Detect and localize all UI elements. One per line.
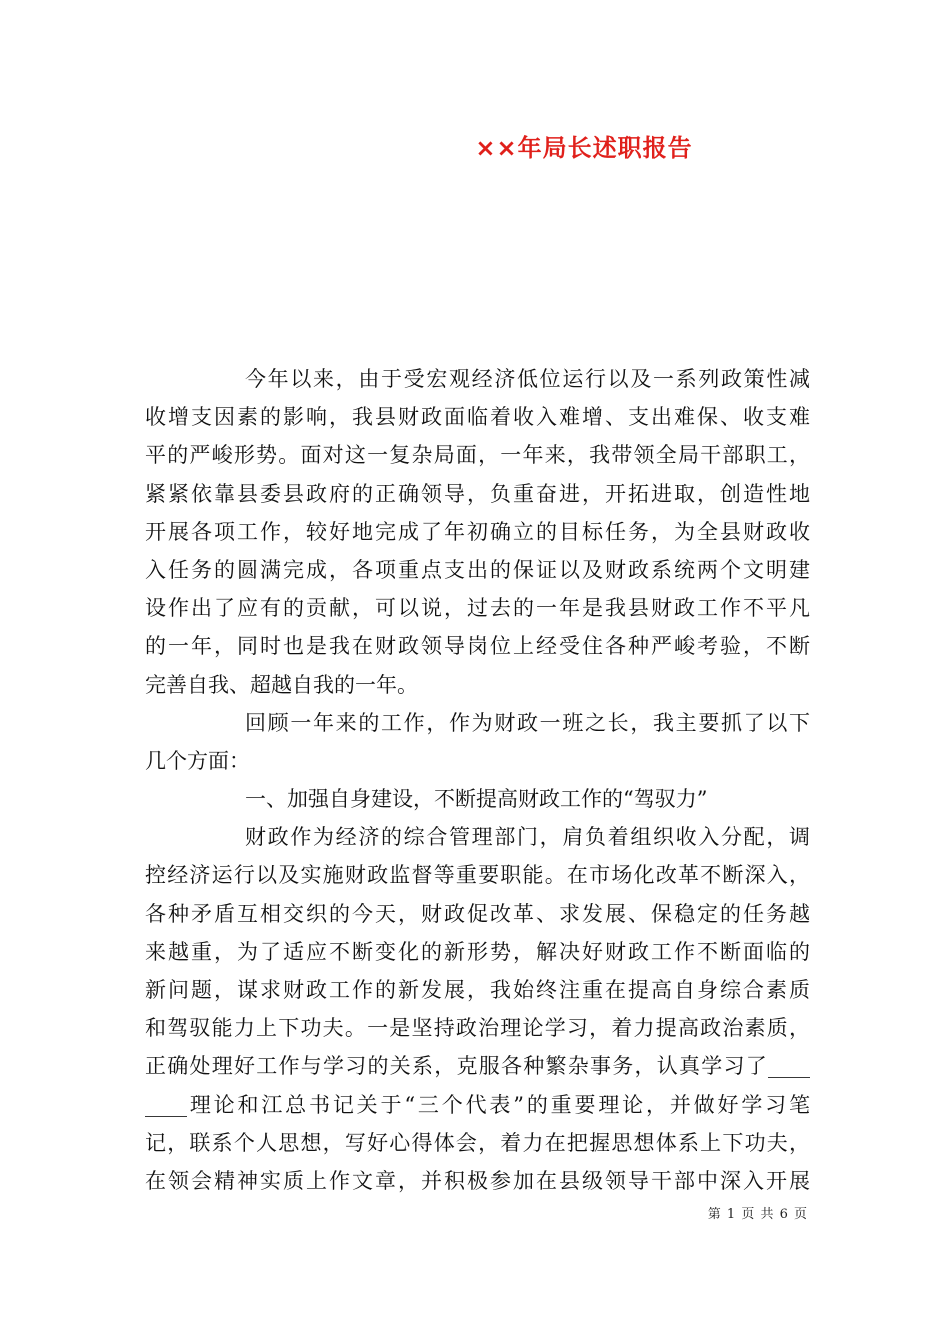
document-title: ××年局长述职报告 [475,134,693,162]
text-line: 紧紧依靠县委县政府的正确领导，负重奋进，开拓进取，创造性地 [145,481,810,506]
text-line: 回顾一年来的工作，作为财政一班之长，我主要抓了以下 [245,710,810,735]
page-number: 第 1 页 共 6 页 [707,1207,808,1222]
text-line: 各种矛盾互相交织的今天，财政促改革、求发展、保稳定的任务越 [145,901,810,926]
text-line: 来越重，为了适应不断变化的新形势，解决好财政工作不断面临的 [145,939,810,964]
text-line: 新问题，谋求财政工作的新发展，我始终注重在提高自身综合素质 [145,978,810,1002]
text-line: 几个方面： [145,748,250,773]
text-line: 和驾驭能力上下功夫。一是坚持政治理论学习，着力提高政治素质， [145,1016,810,1041]
text-line: 正确处理好工作与学习的关系，克服各种繁杂事务，认真学习了____ [145,1054,810,1079]
text-line: 控经济运行以及实施财政监督等重要职能。在市场化改革不断深入， [145,863,810,888]
text-line: 在领会精神实质上作文章，并积极参加在县级领导干部中深入开展 [145,1168,810,1193]
text-line: 今年以来，由于受宏观经济低位运行以及一系列政策性减 [245,367,810,391]
text-line: 平的严峻形势。面对这一复杂局面，一年来，我带领全局干部职工， [145,443,810,468]
text-line: 的一年，同时也是我在财政领导岗位上经受住各种严峻考验，不断 [145,634,810,659]
text-line: 完善自我、超越自我的一年。 [145,672,418,697]
section-heading: 一、加强自身建设，不断提高财政工作的“驾驭力” [245,787,708,812]
text-line: 开展各项工作，较好地完成了年初确立的目标任务，为全县财政收 [145,519,810,544]
text-line: 收增支因素的影响，我县财政面临着收入难增、支出难保、收支难 [145,405,810,430]
text-line: ____理论和江总书记关于“三个代表”的重要理论，并做好学习笔 [145,1092,810,1117]
text-line: 设作出了应有的贡献，可以说，过去的一年是我县财政工作不平凡 [145,596,810,621]
text-line: 入任务的圆满完成，各项重点支出的保证以及财政系统两个文明建 [145,557,810,582]
text-line: 财政作为经济的综合管理部门，肩负着组织收入分配，调 [245,825,810,850]
document-body [145,360,810,1200]
text-line: 记，联系个人思想，写好心得体会，着力在把握思想体系上下功夫， [145,1130,810,1155]
